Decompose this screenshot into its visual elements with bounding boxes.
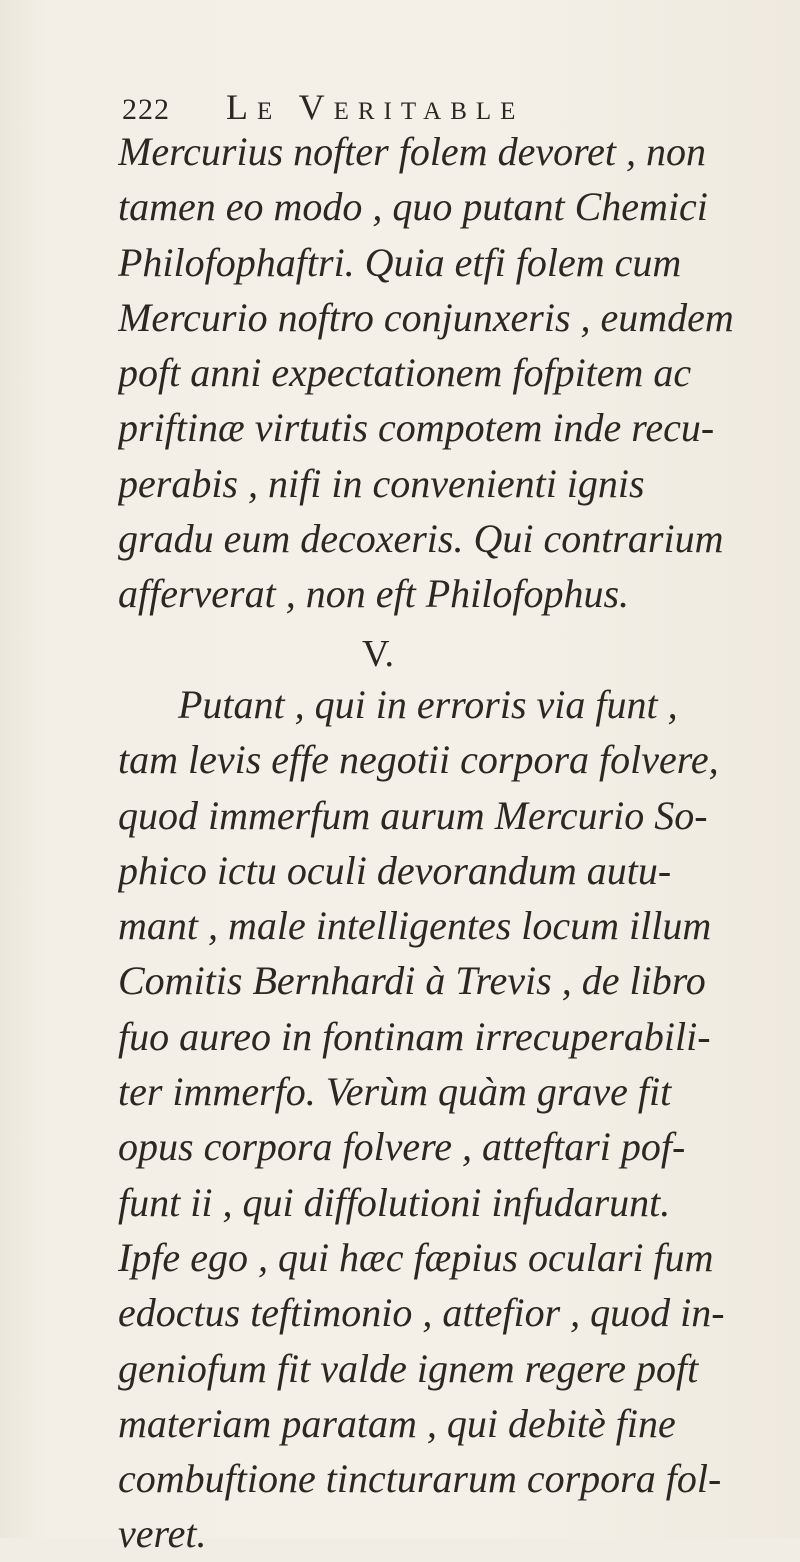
text-line: Mercurio noftro conjunxeris , eumdem (118, 294, 734, 340)
paragraph-2 (118, 677, 798, 1562)
text-line: Comitis Bernhardi à Trevis , de libro (118, 958, 706, 1004)
paragraph-1 (118, 124, 798, 622)
page-header (122, 86, 742, 126)
body-text (118, 124, 798, 1562)
page-number: 222 (122, 93, 170, 126)
section-number: V. (361, 632, 395, 675)
text-line: veret. (118, 1511, 207, 1557)
text-line: gradu eum decoxeris. Qui contrarium (118, 516, 724, 562)
text-line: materiam paratam , qui debitè fine (118, 1400, 676, 1446)
text-line: afferverat , non eft Philofophus. (118, 571, 630, 617)
text-line: funt ii , qui diffolutioni infudarunt. (118, 1179, 671, 1225)
text-line: perabis , nifi in convenienti ignis (118, 460, 645, 506)
text-line: geniofum fit valde ignem regere poft (118, 1345, 699, 1391)
text-line: opus corpora folvere , atteftari pof- (118, 1124, 686, 1170)
text-line: mant , male intelligentes locum illum (118, 903, 712, 949)
text-line: quod immerfum aurum Mercurio So- (118, 792, 708, 838)
text-line: tam levis effe negotii corpora folvere, (118, 737, 719, 783)
text-line: Mercurius nofter folem devoret , non (118, 129, 707, 174)
text-line: fuo aureo in fontinam irrecuperabili- (118, 1013, 711, 1059)
text-line: Ipfe ego , qui hæc fæpius oculari fum (118, 1234, 714, 1280)
text-line: edoctus teftimonio , attefior , quod in- (118, 1290, 725, 1336)
text-line: poft anni expectationem fofpitem ac (118, 350, 692, 396)
text-line: combuftione tincturarum corpora fol- (118, 1456, 722, 1502)
running-title: Le Veritable (226, 87, 525, 127)
text-line: priftinæ virtutis compotem inde recu- (118, 405, 715, 451)
text-line: phico ictu oculi devorandum autu- (118, 847, 672, 893)
text-line: Philofophaftri. Quia etfi folem cum (118, 239, 682, 285)
text-line: ter immerfo. Verùm quàm grave fit (118, 1069, 672, 1115)
text-line: Putant , qui in erroris via funt , (178, 681, 678, 727)
text-line: tamen eo modo , quo putant Chemici (118, 184, 708, 230)
